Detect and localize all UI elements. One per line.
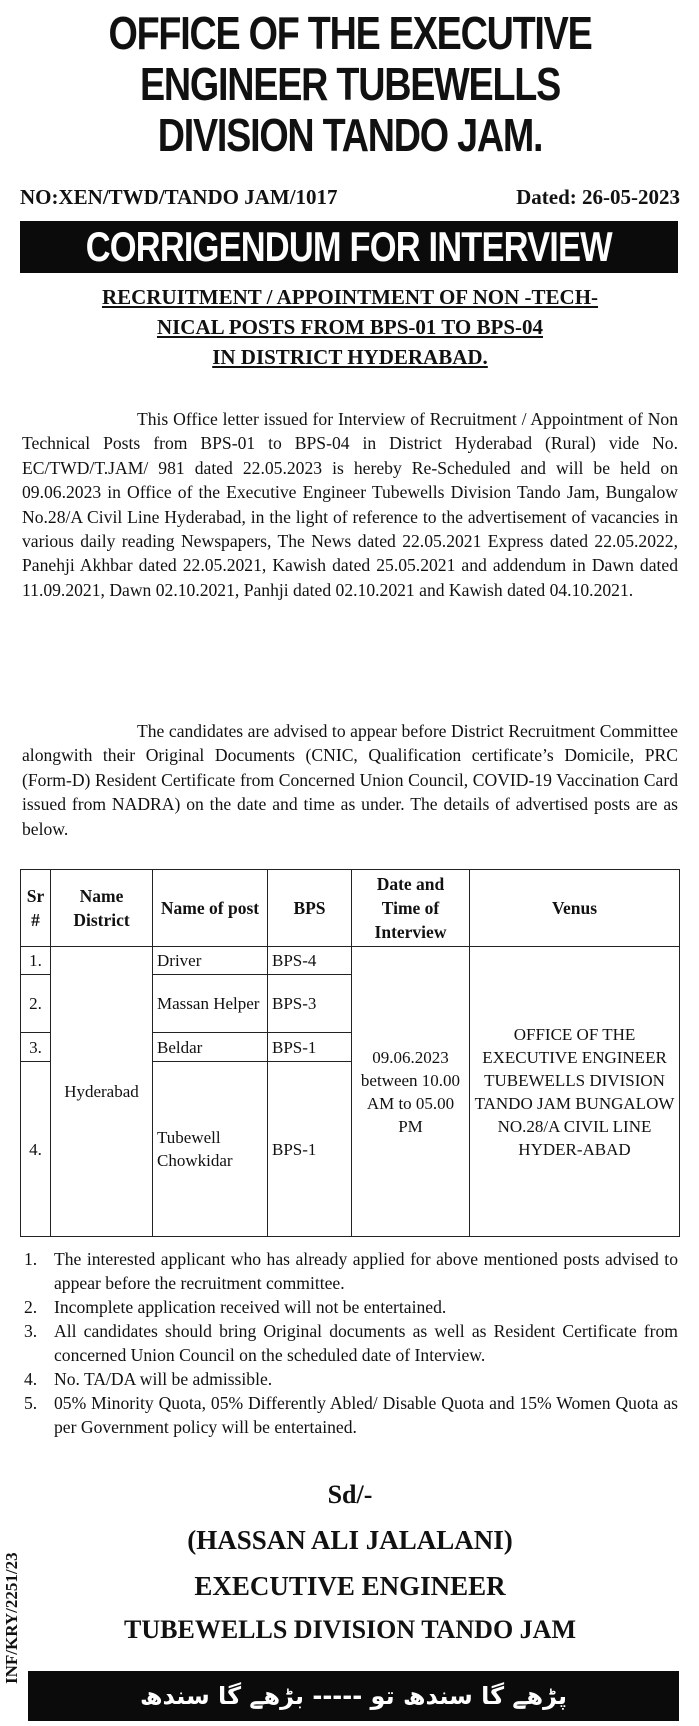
header-post: Name of post <box>153 870 268 947</box>
row-bps: BPS-1 <box>268 1033 352 1062</box>
list-item <box>24 1295 678 1319</box>
table-header-row <box>21 870 680 947</box>
note-number: 1. <box>24 1249 38 1269</box>
footer-slogan: پڑھے گا سندھ تو ----- بڑھے گا سندھ <box>139 1682 568 1710</box>
row-post: Beldar <box>153 1033 268 1062</box>
district-cell: Hyderabad <box>51 947 153 1237</box>
header-datetime: Date and Time of Interview <box>352 870 470 947</box>
body-paragraph-2: The candidates are advised to appear before District Recruitment Committee alongwith their Original Documents (CNIC, Qualification certificate’s Domicile, PRC (Form-D) Resident Certificate from Concerned Union Council, COVID-19 Vaccination Card issued from NADRA) on the date and time as under. The details of advertised posts are as below. <box>22 721 678 839</box>
row-bps: BPS-3 <box>268 975 352 1033</box>
banner-text: CORRIGENDUM FOR INTERVIEW <box>85 223 613 270</box>
note-number: 3. <box>24 1321 38 1341</box>
signatory-division: TUBEWELLS DIVISION TANDO JAM <box>124 1615 576 1644</box>
title-line-1: OFFICE OF THE EXECUTIVE <box>108 7 592 59</box>
row-sr: 3. <box>21 1033 51 1062</box>
note-text: 05% Minority Quota, 05% Differently Abled/ Disable Quota and 15% Women Quota as per Government policy will be entertained. <box>54 1393 678 1437</box>
reference-line <box>20 185 680 210</box>
header-sr: Sr # <box>21 870 51 947</box>
subject-line-1: RECRUITMENT / APPOINTMENT OF NON -TECH- <box>101 285 599 309</box>
row-post: Tubewell Chowkidar <box>153 1062 268 1237</box>
corrigendum-banner <box>20 221 678 273</box>
note-text: The interested applicant who has already applied for above mentioned posts advised to appear before the recruitment committee. <box>54 1249 678 1293</box>
list-item <box>24 1367 678 1391</box>
list-item <box>24 1319 678 1367</box>
body-paragraph-1: This Office letter issued for Interview of Recruitment / Appointment of Non Technical Posts from BPS-01 to BPS-04 in District Hyderabad (Rural) vide No. EC/TWD/T.JAM/ 981 dated 22.05.2023 is hereby Re-Scheduled and will be held on 09.06.2023 in Office of the Executive Engineer Tubewells Division Tando Jam, Bungalow No.28/A Civil Line Hyderabad, in the light of reference to the advertisement of vacancies in various daily reading Newspapers, The News dated 22.05.2021 Express dated 22.05.2022, Panehji Akhbar dated 22.05.2021, Kawish dated 25.05.2021 and addendum in Dawn dated 11.09.2021, Dawn 02.10.2021, Panhji dated 02.10.2021 and Kawish dated 04.10.2021. <box>22 409 678 600</box>
row-post: Driver <box>153 947 268 975</box>
row-sr: 2. <box>21 975 51 1033</box>
datetime-cell: 09.06.2023 between 10.00 AM to 05.00 PM <box>352 947 470 1237</box>
posts-table <box>20 869 680 1237</box>
signatory-name: (HASSAN ALI JALALANI) <box>187 1525 513 1555</box>
row-sr: 1. <box>21 947 51 975</box>
venue-cell: OFFICE OF THE EXECUTIVE ENGINEER TUBEWELLS DIVISION TANDO JAM BUNGALOW NO.28/A CIVIL LINE HYDER-ABAD <box>470 947 680 1237</box>
subject-heading <box>20 282 680 372</box>
list-item <box>24 1391 678 1439</box>
note-number: 4. <box>24 1369 38 1389</box>
row-sr: 4. <box>21 1062 51 1237</box>
header-bps: BPS <box>268 870 352 947</box>
row-bps: BPS-4 <box>268 947 352 975</box>
header-venue: Venus <box>470 870 680 947</box>
subject-line-2: NICAL POSTS FROM BPS-01 TO BPS-04 <box>156 315 544 339</box>
signatory-designation: EXECUTIVE ENGINEER <box>194 1571 506 1601</box>
note-text: All candidates should bring Original documents as well as Resident Certificate from concerned Union Council on the scheduled date of Interview. <box>54 1321 678 1365</box>
office-title <box>79 8 620 161</box>
note-number: 5. <box>24 1393 38 1413</box>
row-post: Massan Helper <box>153 975 268 1033</box>
footer-slogan-bar <box>28 1671 679 1721</box>
list-item <box>24 1247 678 1295</box>
note-text: Incomplete application received will not be entertained. <box>54 1297 447 1317</box>
table-row <box>21 947 680 975</box>
subject-line-3: IN DISTRICT HYDERABAD. <box>212 345 488 369</box>
signature-mark: Sd/- <box>327 1480 373 1509</box>
row-bps: BPS-1 <box>268 1062 352 1237</box>
publication-code: INF/KRY/2251/23 <box>2 1552 21 1684</box>
title-line-2: ENGINEER TUBEWELLS <box>139 58 561 110</box>
note-number: 2. <box>24 1297 38 1317</box>
conditions-list <box>24 1247 678 1439</box>
header-district: Name District <box>51 870 153 947</box>
issue-date: Dated: 26-05-2023 <box>516 185 680 209</box>
title-line-3: DIVISION TANDO JAM. <box>157 109 543 161</box>
reference-number: NO:XEN/TWD/TANDO JAM/1017 <box>20 185 338 209</box>
note-text: No. TA/DA will be admissible. <box>54 1369 273 1389</box>
